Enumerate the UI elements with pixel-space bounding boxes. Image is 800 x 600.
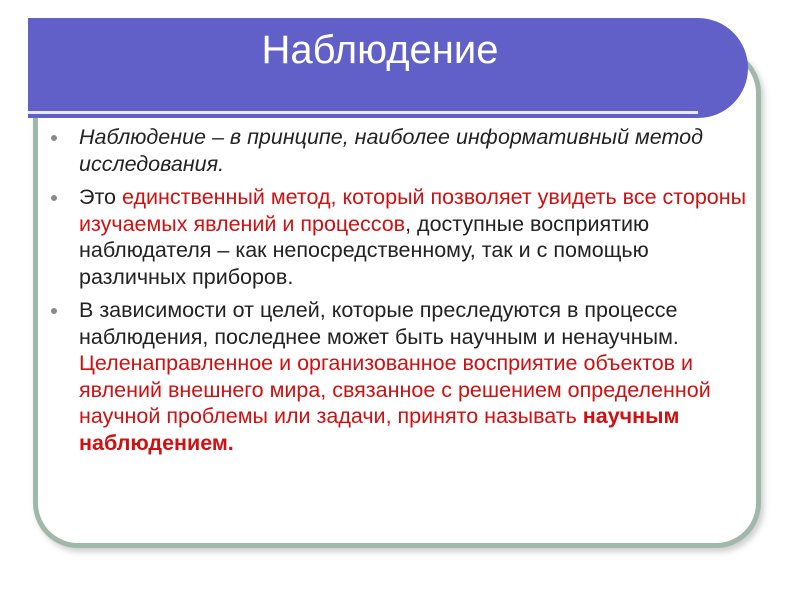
title-underline (28, 111, 698, 114)
bullet-dot-icon (51, 195, 57, 201)
bullet-text-plain: Это (79, 185, 122, 209)
bullet-dot-icon (51, 308, 57, 314)
bullet-text: Наблюдение – в принципе, наиболее информативный метод исследования. (79, 125, 703, 176)
bullet-item-1 (48, 124, 748, 177)
bullet-text-emphasis: научным наблюдением. (79, 404, 680, 455)
bullet-text-highlight: Целенаправленное и организованное восприятие объектов и явлений внешнего мира, связанное с решением определенной научной проблемы или задачи, принято называть (79, 351, 711, 428)
slide-content (48, 124, 748, 463)
slide-title: Наблюдение (261, 28, 499, 72)
bullet-item-2 (48, 184, 748, 290)
bullet-text-highlight: единственный метод, который позволяет увидеть все стороны изучаемых явлений и процессов (79, 185, 747, 236)
bullet-text-plain: , доступные восприятию наблюдателя – как непосредственному, так и с помощью различных приборов. (79, 211, 650, 289)
bullet-text-plain: В зависимости от целей, которые преследуются в процессе наблюдения, последнее может быть научным и ненаучным. (79, 298, 679, 349)
bullet-dot-icon (51, 135, 57, 141)
bullet-item-3 (48, 297, 748, 456)
